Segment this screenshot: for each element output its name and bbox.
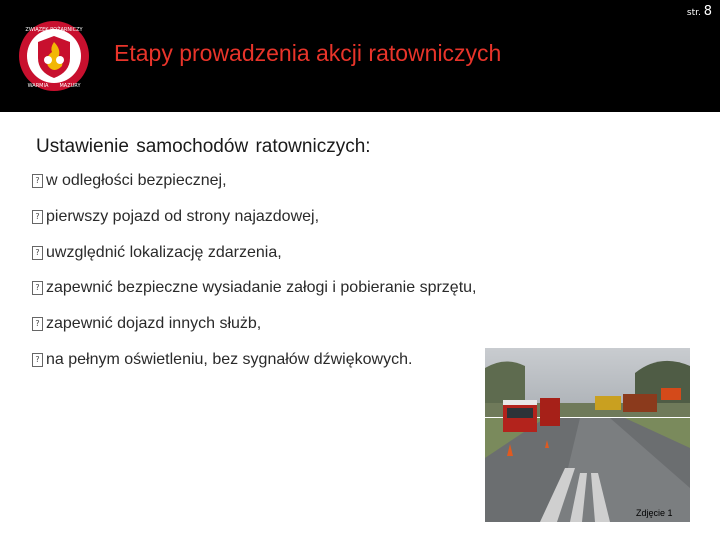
- list-item-text: zapewnić dojazd innych służb,: [46, 315, 262, 333]
- list-item-text: w odległości bezpiecznej,: [46, 172, 227, 189]
- missing-glyph-box-icon: ?: [32, 246, 43, 260]
- list-item: [32, 208, 476, 244]
- logo-top-text: ZWIĄZEK POŻARNICZY: [25, 27, 83, 33]
- list-item: [32, 279, 476, 315]
- slide-title: Etapy prowadzenia akcji ratowniczych: [114, 40, 502, 66]
- page-label: str.: [686, 8, 701, 18]
- missing-glyph-box-icon: ?: [32, 317, 43, 331]
- logo-bottom-right-text: MAZURY: [59, 83, 81, 89]
- list-item-text: zapewnić bezpieczne wysiadanie załogi i pobieranie sprzętu,: [46, 279, 477, 297]
- page-number: [687, 4, 712, 19]
- list-item: [32, 351, 476, 387]
- list-item-text: uwzględnić lokalizację zdarzenia,: [46, 243, 282, 261]
- missing-glyph-box-icon: ?: [32, 210, 43, 224]
- missing-glyph-box-icon: ?: [32, 281, 43, 295]
- photo-caption: Zdjęcie 1: [636, 508, 673, 518]
- list-item: [32, 244, 476, 280]
- list-item-text: pierwszy pojazd od strony najazdowej,: [46, 207, 320, 225]
- fire-brigade-emblem-icon: [18, 20, 90, 92]
- section-subtitle: Ustawienie samochodów ratowniczych:: [36, 136, 371, 157]
- bullet-list: [32, 172, 476, 387]
- accident-scene-photo: [485, 348, 690, 522]
- page-number-value: 8: [703, 4, 712, 19]
- list-item-text: na pełnym oświetleniu, bez sygnałów dźwiękowych.: [46, 350, 413, 368]
- header-bar: [0, 0, 720, 112]
- missing-glyph-box-icon: ?: [32, 174, 43, 188]
- list-item: [32, 172, 476, 208]
- logo-bottom-left-text: WARMIA: [27, 83, 49, 89]
- missing-glyph-box-icon: ?: [32, 353, 43, 367]
- list-item: [32, 315, 476, 351]
